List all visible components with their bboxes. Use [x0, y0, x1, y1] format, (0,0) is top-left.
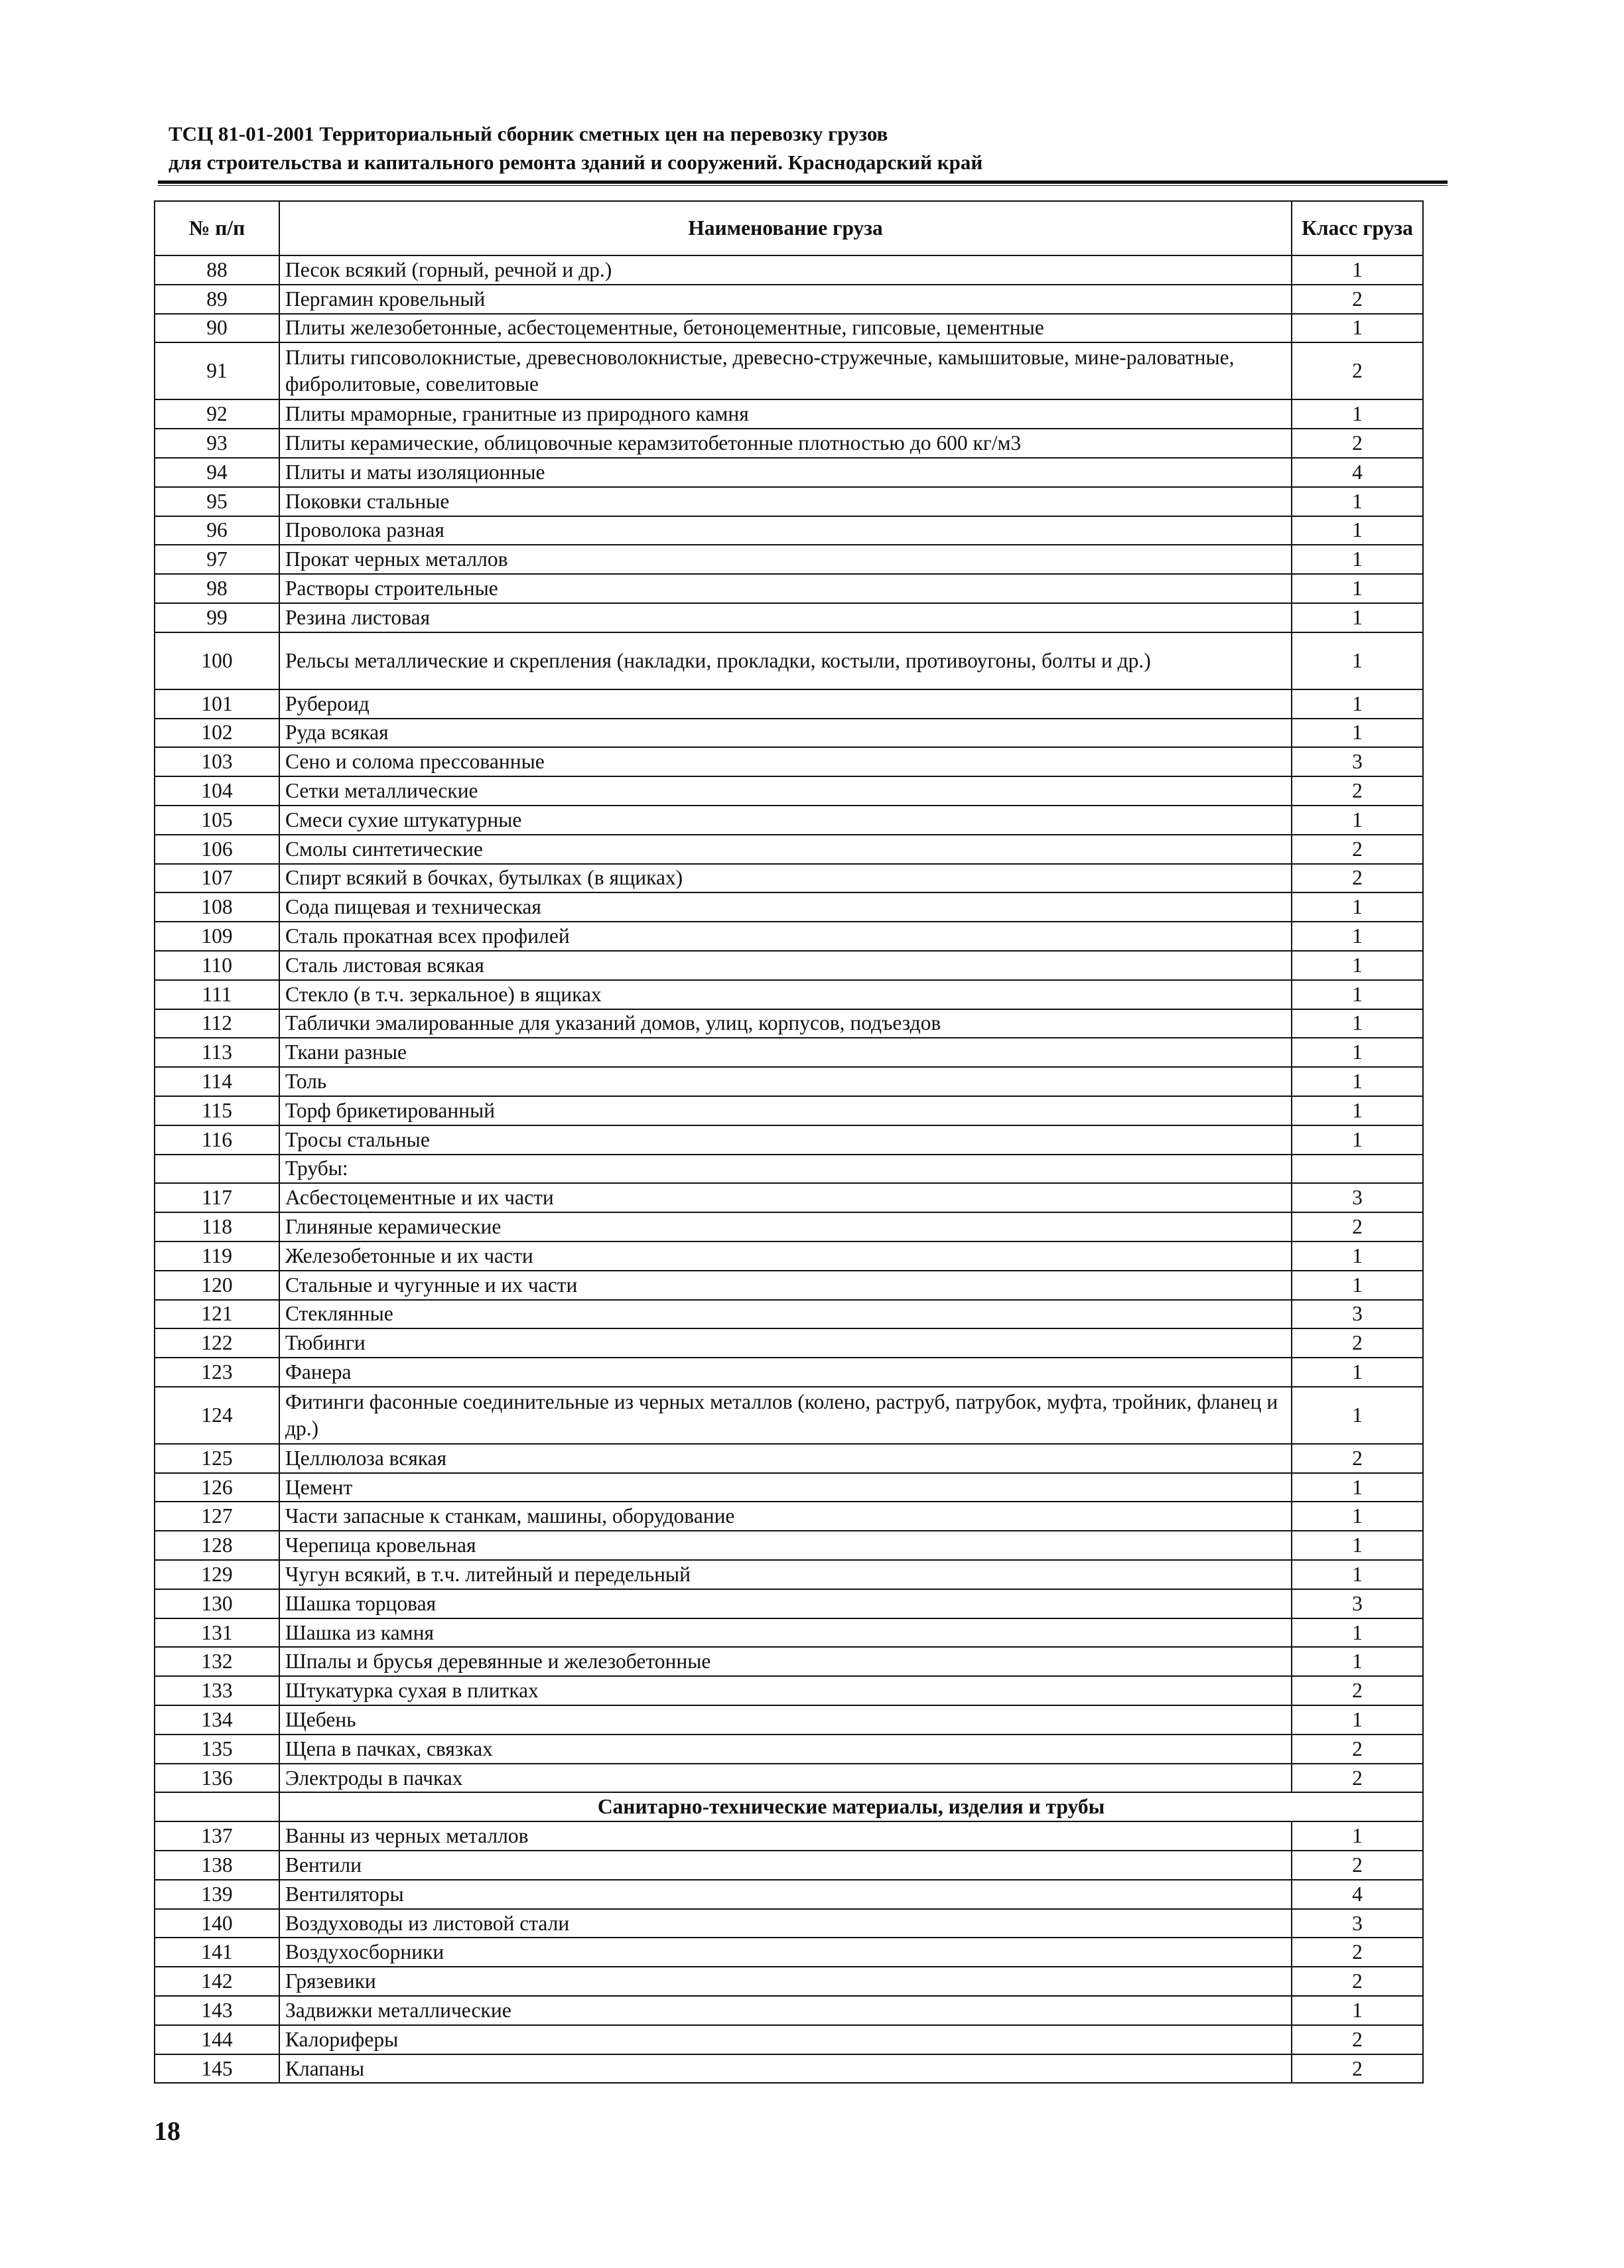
table-row [155, 545, 1423, 574]
row-name: Ткани разные [279, 1038, 1292, 1067]
column-header-name: Наименование груза [279, 201, 1292, 255]
row-num: 120 [155, 1271, 279, 1300]
row-num: 134 [155, 1705, 279, 1735]
table-row [155, 1387, 1423, 1444]
row-name: Штукатурка сухая в плитках [279, 1676, 1292, 1705]
row-class: 1 [1292, 1705, 1423, 1735]
section-row [155, 1792, 1423, 1821]
row-name: Спирт всякий в бочках, бутылках (в ящиках) [279, 864, 1292, 893]
table-row [155, 951, 1423, 980]
table-row [155, 487, 1423, 516]
row-num: 132 [155, 1647, 279, 1676]
row-name: Песок всякий (горный, речной и др.) [279, 255, 1292, 285]
row-num: 119 [155, 1241, 279, 1271]
row-name: Глиняные керамические [279, 1212, 1292, 1241]
row-name: Вентиляторы [279, 1880, 1292, 1909]
table-row [155, 1300, 1423, 1329]
row-num: 115 [155, 1096, 279, 1125]
row-name: Клапаны [279, 2054, 1292, 2084]
row-name: Растворы строительные [279, 574, 1292, 603]
row-name: Плиты и маты изоляционные [279, 458, 1292, 487]
row-class: 1 [1292, 314, 1423, 343]
row-num-empty [155, 1792, 279, 1821]
row-name: Шашка торцовая [279, 1589, 1292, 1618]
row-num: 96 [155, 516, 279, 545]
table-row [155, 1271, 1423, 1300]
row-name: Стальные и чугунные и их части [279, 1271, 1292, 1300]
row-num: 110 [155, 951, 279, 980]
row-name: Толь [279, 1067, 1292, 1096]
row-name: Сталь прокатная всех профилей [279, 922, 1292, 951]
column-header-class: Класс груза [1292, 201, 1423, 255]
row-name: Смеси сухие штукатурные [279, 806, 1292, 835]
row-class: 1 [1292, 1096, 1423, 1125]
row-class: 1 [1292, 922, 1423, 951]
row-name: Черепица кровельная [279, 1531, 1292, 1560]
row-num: 94 [155, 458, 279, 487]
row-num: 137 [155, 1821, 279, 1851]
table-row [155, 806, 1423, 835]
row-name: Воздухосборники [279, 1938, 1292, 1967]
table-row [155, 632, 1423, 689]
table-row [155, 429, 1423, 458]
row-num: 111 [155, 980, 279, 1009]
row-class: 1 [1292, 1387, 1423, 1444]
row-class: 2 [1292, 864, 1423, 893]
row-num: 89 [155, 285, 279, 314]
row-class: 2 [1292, 2054, 1423, 2084]
table-row [155, 1531, 1423, 1560]
row-name: Плиты железобетонные, асбестоцементные, бетоноцементные, гипсовые, цементные [279, 314, 1292, 343]
row-num: 131 [155, 1618, 279, 1648]
row-num: 136 [155, 1764, 279, 1793]
row-num: 123 [155, 1358, 279, 1387]
row-class: 2 [1292, 1967, 1423, 1996]
row-name: Ванны из черных металлов [279, 1821, 1292, 1851]
row-class: 1 [1292, 1996, 1423, 2025]
header-line-2: для строительства и капитального ремонта зданий и сооружений. Краснодарский край [169, 151, 983, 174]
row-name: Резина листовая [279, 603, 1292, 632]
row-name: Фанера [279, 1358, 1292, 1387]
row-num: 141 [155, 1938, 279, 1967]
row-class: 1 [1292, 1502, 1423, 1531]
table-row [155, 835, 1423, 864]
row-num: 97 [155, 545, 279, 574]
row-name: Шпалы и брусья деревянные и железобетонные [279, 1647, 1292, 1676]
row-num: 109 [155, 922, 279, 951]
row-name: Сталь листовая всякая [279, 951, 1292, 980]
row-class: 3 [1292, 1589, 1423, 1618]
table-row [155, 689, 1423, 719]
row-num: 139 [155, 1880, 279, 1909]
table-row [155, 1009, 1423, 1038]
row-class: 2 [1292, 1764, 1423, 1793]
row-class: 1 [1292, 399, 1423, 429]
table-header-row [155, 201, 1423, 255]
table-row [155, 1502, 1423, 1531]
table-row [155, 1067, 1423, 1096]
row-class: 1 [1292, 603, 1423, 632]
row-num: 133 [155, 1676, 279, 1705]
table-row [155, 2025, 1423, 2054]
row-name: Щепа в пачках, связках [279, 1735, 1292, 1764]
row-name: Плиты керамические, облицовочные керамзитобетонные плотностью до 600 кг/м3 [279, 429, 1292, 458]
row-name: Таблички эмалированные для указаний домов, улиц, корпусов, подъездов [279, 1009, 1292, 1038]
row-name: Руда всякая [279, 719, 1292, 748]
table-row [155, 1212, 1423, 1241]
row-name: Поковки стальные [279, 487, 1292, 516]
row-class: 1 [1292, 487, 1423, 516]
subheading-pipes: Трубы: [279, 1155, 1292, 1184]
table-row [155, 922, 1423, 951]
row-class: 1 [1292, 516, 1423, 545]
table-row [155, 285, 1423, 314]
row-class: 3 [1292, 747, 1423, 776]
row-num: 135 [155, 1735, 279, 1764]
table-row [155, 776, 1423, 806]
row-name: Электроды в пачках [279, 1764, 1292, 1793]
row-num: 112 [155, 1009, 279, 1038]
row-num: 104 [155, 776, 279, 806]
row-num: 129 [155, 1560, 279, 1589]
row-num: 140 [155, 1909, 279, 1938]
table-row [155, 1038, 1423, 1067]
table-row [155, 574, 1423, 603]
row-name: Части запасные к станкам, машины, оборудование [279, 1502, 1292, 1531]
row-num-empty [155, 1155, 279, 1184]
row-name: Плиты гипсоволокнистые, древесноволокнистые, древесно-стружечные, камышитовые, мине-раловатные, фибролитовые, совелитовые [279, 342, 1292, 399]
row-num: 100 [155, 632, 279, 689]
row-num: 117 [155, 1183, 279, 1212]
row-name: Проволока разная [279, 516, 1292, 545]
row-class: 2 [1292, 835, 1423, 864]
page-number: 18 [154, 2116, 180, 2146]
document-header [169, 119, 1429, 177]
row-class: 3 [1292, 1300, 1423, 1329]
table-row [155, 1183, 1423, 1212]
row-name: Железобетонные и их части [279, 1241, 1292, 1271]
column-header-num: № п/п [155, 201, 279, 255]
row-num: 88 [155, 255, 279, 285]
row-name: Сено и солома прессованные [279, 747, 1292, 776]
row-num: 90 [155, 314, 279, 343]
row-name: Щебень [279, 1705, 1292, 1735]
row-class: 1 [1292, 255, 1423, 285]
row-name: Сода пищевая и техническая [279, 892, 1292, 922]
row-num: 118 [155, 1212, 279, 1241]
row-class: 1 [1292, 574, 1423, 603]
table-row [155, 892, 1423, 922]
table-row [155, 1618, 1423, 1648]
row-num: 95 [155, 487, 279, 516]
table-row [155, 603, 1423, 632]
row-num: 128 [155, 1531, 279, 1560]
header-rule [158, 180, 1448, 184]
row-num: 91 [155, 342, 279, 399]
row-class: 1 [1292, 719, 1423, 748]
row-class: 1 [1292, 1821, 1423, 1851]
row-class: 2 [1292, 1328, 1423, 1358]
row-name: Грязевики [279, 1967, 1292, 1996]
row-num: 114 [155, 1067, 279, 1096]
table-row [155, 1473, 1423, 1502]
row-num: 92 [155, 399, 279, 429]
row-name: Задвижки металлические [279, 1996, 1292, 2025]
table-row [155, 1996, 1423, 2025]
row-name: Смолы синтетические [279, 835, 1292, 864]
row-name: Сетки металлические [279, 776, 1292, 806]
header-rule-thin [158, 185, 1448, 186]
row-class: 1 [1292, 1125, 1423, 1155]
section-heading-sanitary: Санитарно-технические материалы, изделия и трубы [279, 1792, 1423, 1821]
row-num: 143 [155, 1996, 279, 2025]
row-name: Асбестоцементные и их части [279, 1183, 1292, 1212]
table-row [155, 516, 1423, 545]
row-name: Калориферы [279, 2025, 1292, 2054]
row-name: Рельсы металлические и скрепления (накладки, прокладки, костыли, противоугоны, болты и др.) [279, 632, 1292, 689]
table-row [155, 1328, 1423, 1358]
row-num: 93 [155, 429, 279, 458]
row-class: 4 [1292, 458, 1423, 487]
row-name: Стекло (в т.ч. зеркальное) в ящиках [279, 980, 1292, 1009]
row-name: Рубероид [279, 689, 1292, 719]
row-name: Стеклянные [279, 1300, 1292, 1329]
table-row [155, 1705, 1423, 1735]
row-class: 3 [1292, 1183, 1423, 1212]
row-num: 98 [155, 574, 279, 603]
table-row [155, 1647, 1423, 1676]
row-class: 2 [1292, 2025, 1423, 2054]
row-class: 1 [1292, 1241, 1423, 1271]
header-line-1: ТСЦ 81-01-2001 Территориальный сборник сметных цен на перевозку грузов [169, 122, 888, 145]
table-row [155, 255, 1423, 285]
row-class: 1 [1292, 892, 1423, 922]
row-class: 1 [1292, 1358, 1423, 1387]
row-class: 1 [1292, 632, 1423, 689]
table-row [155, 1880, 1423, 1909]
table-row [155, 1358, 1423, 1387]
table-row [155, 747, 1423, 776]
row-num: 103 [155, 747, 279, 776]
row-num: 101 [155, 689, 279, 719]
row-num: 124 [155, 1387, 279, 1444]
row-class: 2 [1292, 1735, 1423, 1764]
row-num: 106 [155, 835, 279, 864]
table-row [155, 1241, 1423, 1271]
row-name: Вентили [279, 1851, 1292, 1880]
table-row [155, 980, 1423, 1009]
row-class: 3 [1292, 1909, 1423, 1938]
row-class: 1 [1292, 1473, 1423, 1502]
row-num: 116 [155, 1125, 279, 1155]
row-num: 138 [155, 1851, 279, 1880]
row-class: 1 [1292, 689, 1423, 719]
row-num: 127 [155, 1502, 279, 1531]
table-row [155, 399, 1423, 429]
row-num: 105 [155, 806, 279, 835]
cargo-class-table [154, 200, 1424, 2084]
table-row [155, 1560, 1423, 1589]
row-num: 145 [155, 2054, 279, 2084]
table-row [155, 342, 1423, 399]
row-num: 122 [155, 1328, 279, 1358]
row-class-empty [1292, 1155, 1423, 1184]
row-class: 1 [1292, 980, 1423, 1009]
row-name: Плиты мраморные, гранитные из природного камня [279, 399, 1292, 429]
row-class: 1 [1292, 545, 1423, 574]
row-class: 2 [1292, 1851, 1423, 1880]
row-class: 1 [1292, 1038, 1423, 1067]
row-name: Торф брикетированный [279, 1096, 1292, 1125]
table-row [155, 1676, 1423, 1705]
row-class: 1 [1292, 806, 1423, 835]
table-row [155, 1764, 1423, 1793]
row-num: 142 [155, 1967, 279, 1996]
table-row [155, 1125, 1423, 1155]
row-class: 2 [1292, 1212, 1423, 1241]
row-num: 130 [155, 1589, 279, 1618]
row-name: Тросы стальные [279, 1125, 1292, 1155]
table-row [155, 1821, 1423, 1851]
row-class: 2 [1292, 1444, 1423, 1473]
table-row [155, 864, 1423, 893]
row-class: 2 [1292, 1676, 1423, 1705]
table-row [155, 1096, 1423, 1125]
row-num: 107 [155, 864, 279, 893]
row-class: 2 [1292, 1938, 1423, 1967]
row-name: Тюбинги [279, 1328, 1292, 1358]
row-class: 1 [1292, 1618, 1423, 1648]
table-row [155, 314, 1423, 343]
row-name: Чугун всякий, в т.ч. литейный и передельный [279, 1560, 1292, 1589]
table-row [155, 2054, 1423, 2084]
row-class: 1 [1292, 1271, 1423, 1300]
row-name: Шашка из камня [279, 1618, 1292, 1648]
row-class: 2 [1292, 342, 1423, 399]
row-class: 1 [1292, 1560, 1423, 1589]
row-class: 1 [1292, 1009, 1423, 1038]
row-class: 2 [1292, 285, 1423, 314]
row-class: 1 [1292, 1531, 1423, 1560]
table-row [155, 1851, 1423, 1880]
table-row [155, 1909, 1423, 1938]
row-num: 99 [155, 603, 279, 632]
row-num: 126 [155, 1473, 279, 1502]
row-class: 4 [1292, 1880, 1423, 1909]
subheading-row [155, 1155, 1423, 1184]
row-class: 1 [1292, 951, 1423, 980]
row-num: 113 [155, 1038, 279, 1067]
table-row [155, 1589, 1423, 1618]
row-name: Целлюлоза всякая [279, 1444, 1292, 1473]
row-name: Фитинги фасонные соединительные из черных металлов (колено, раструб, патрубок, муфта, тройник, фланец и др.) [279, 1387, 1292, 1444]
row-num: 121 [155, 1300, 279, 1329]
row-name: Прокат черных металлов [279, 545, 1292, 574]
row-num: 108 [155, 892, 279, 922]
table-row [155, 1735, 1423, 1764]
row-name: Цемент [279, 1473, 1292, 1502]
row-class: 2 [1292, 776, 1423, 806]
table-row [155, 458, 1423, 487]
table-row [155, 719, 1423, 748]
row-name: Пергамин кровельный [279, 285, 1292, 314]
table-row [155, 1967, 1423, 1996]
row-num: 144 [155, 2025, 279, 2054]
table-row [155, 1938, 1423, 1967]
row-class: 1 [1292, 1647, 1423, 1676]
row-name: Воздуховоды из листовой стали [279, 1909, 1292, 1938]
row-class: 1 [1292, 1067, 1423, 1096]
row-num: 125 [155, 1444, 279, 1473]
row-num: 102 [155, 719, 279, 748]
row-class: 2 [1292, 429, 1423, 458]
table-row [155, 1444, 1423, 1473]
